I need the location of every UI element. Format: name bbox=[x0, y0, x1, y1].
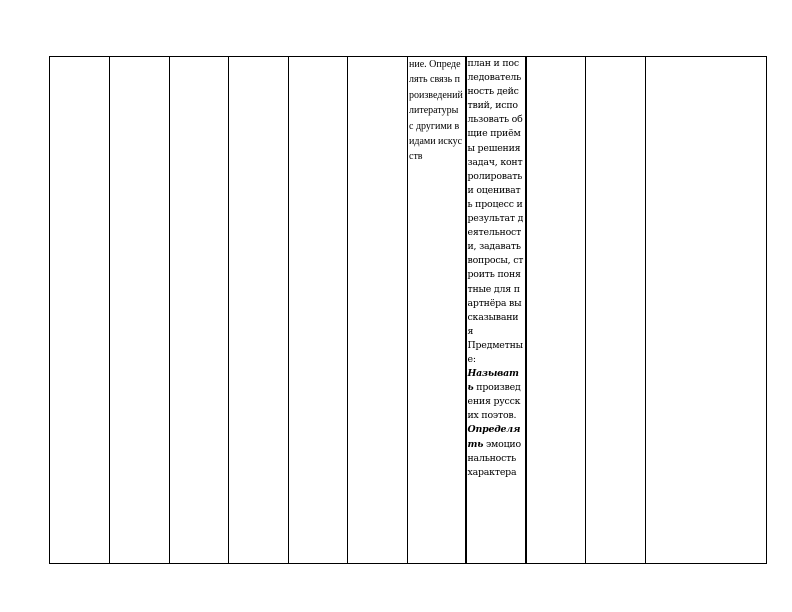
table-cell-1 bbox=[50, 57, 110, 564]
table-cell-2 bbox=[110, 57, 170, 564]
define-verb: Определять bbox=[467, 424, 521, 450]
lesson-plan-table bbox=[49, 56, 767, 564]
name-poems-item bbox=[468, 367, 524, 423]
cell-8-skills-text: план и последовательность действий, использовать общие приёмы решения задач, контролировать и оценивать процесс и результат деятельности, задавать вопросы, строить понятные для партнёра высказывания bbox=[467, 58, 524, 337]
table-cell-9 bbox=[526, 57, 586, 564]
table-cell-6 bbox=[348, 57, 408, 564]
name-rest: произведения русских поэтов. bbox=[467, 382, 521, 422]
table-cell-10 bbox=[586, 57, 646, 564]
table-cell-11 bbox=[646, 57, 767, 564]
table-cell-8 bbox=[466, 57, 526, 564]
define-emotion-item bbox=[468, 423, 524, 479]
table-cell-5 bbox=[289, 57, 348, 564]
table-cell-4 bbox=[229, 57, 289, 564]
cell-7-text: ние. Определять связь произведений литературы с другими видами искусств bbox=[409, 59, 463, 163]
subject-results-label: Предметные: bbox=[467, 339, 523, 365]
table-cell-7 bbox=[408, 57, 466, 564]
define-rest: эмоциональность характера bbox=[467, 438, 521, 478]
table-cell-3 bbox=[170, 57, 229, 564]
table-row bbox=[50, 57, 767, 564]
name-verb: Называть bbox=[467, 368, 519, 394]
